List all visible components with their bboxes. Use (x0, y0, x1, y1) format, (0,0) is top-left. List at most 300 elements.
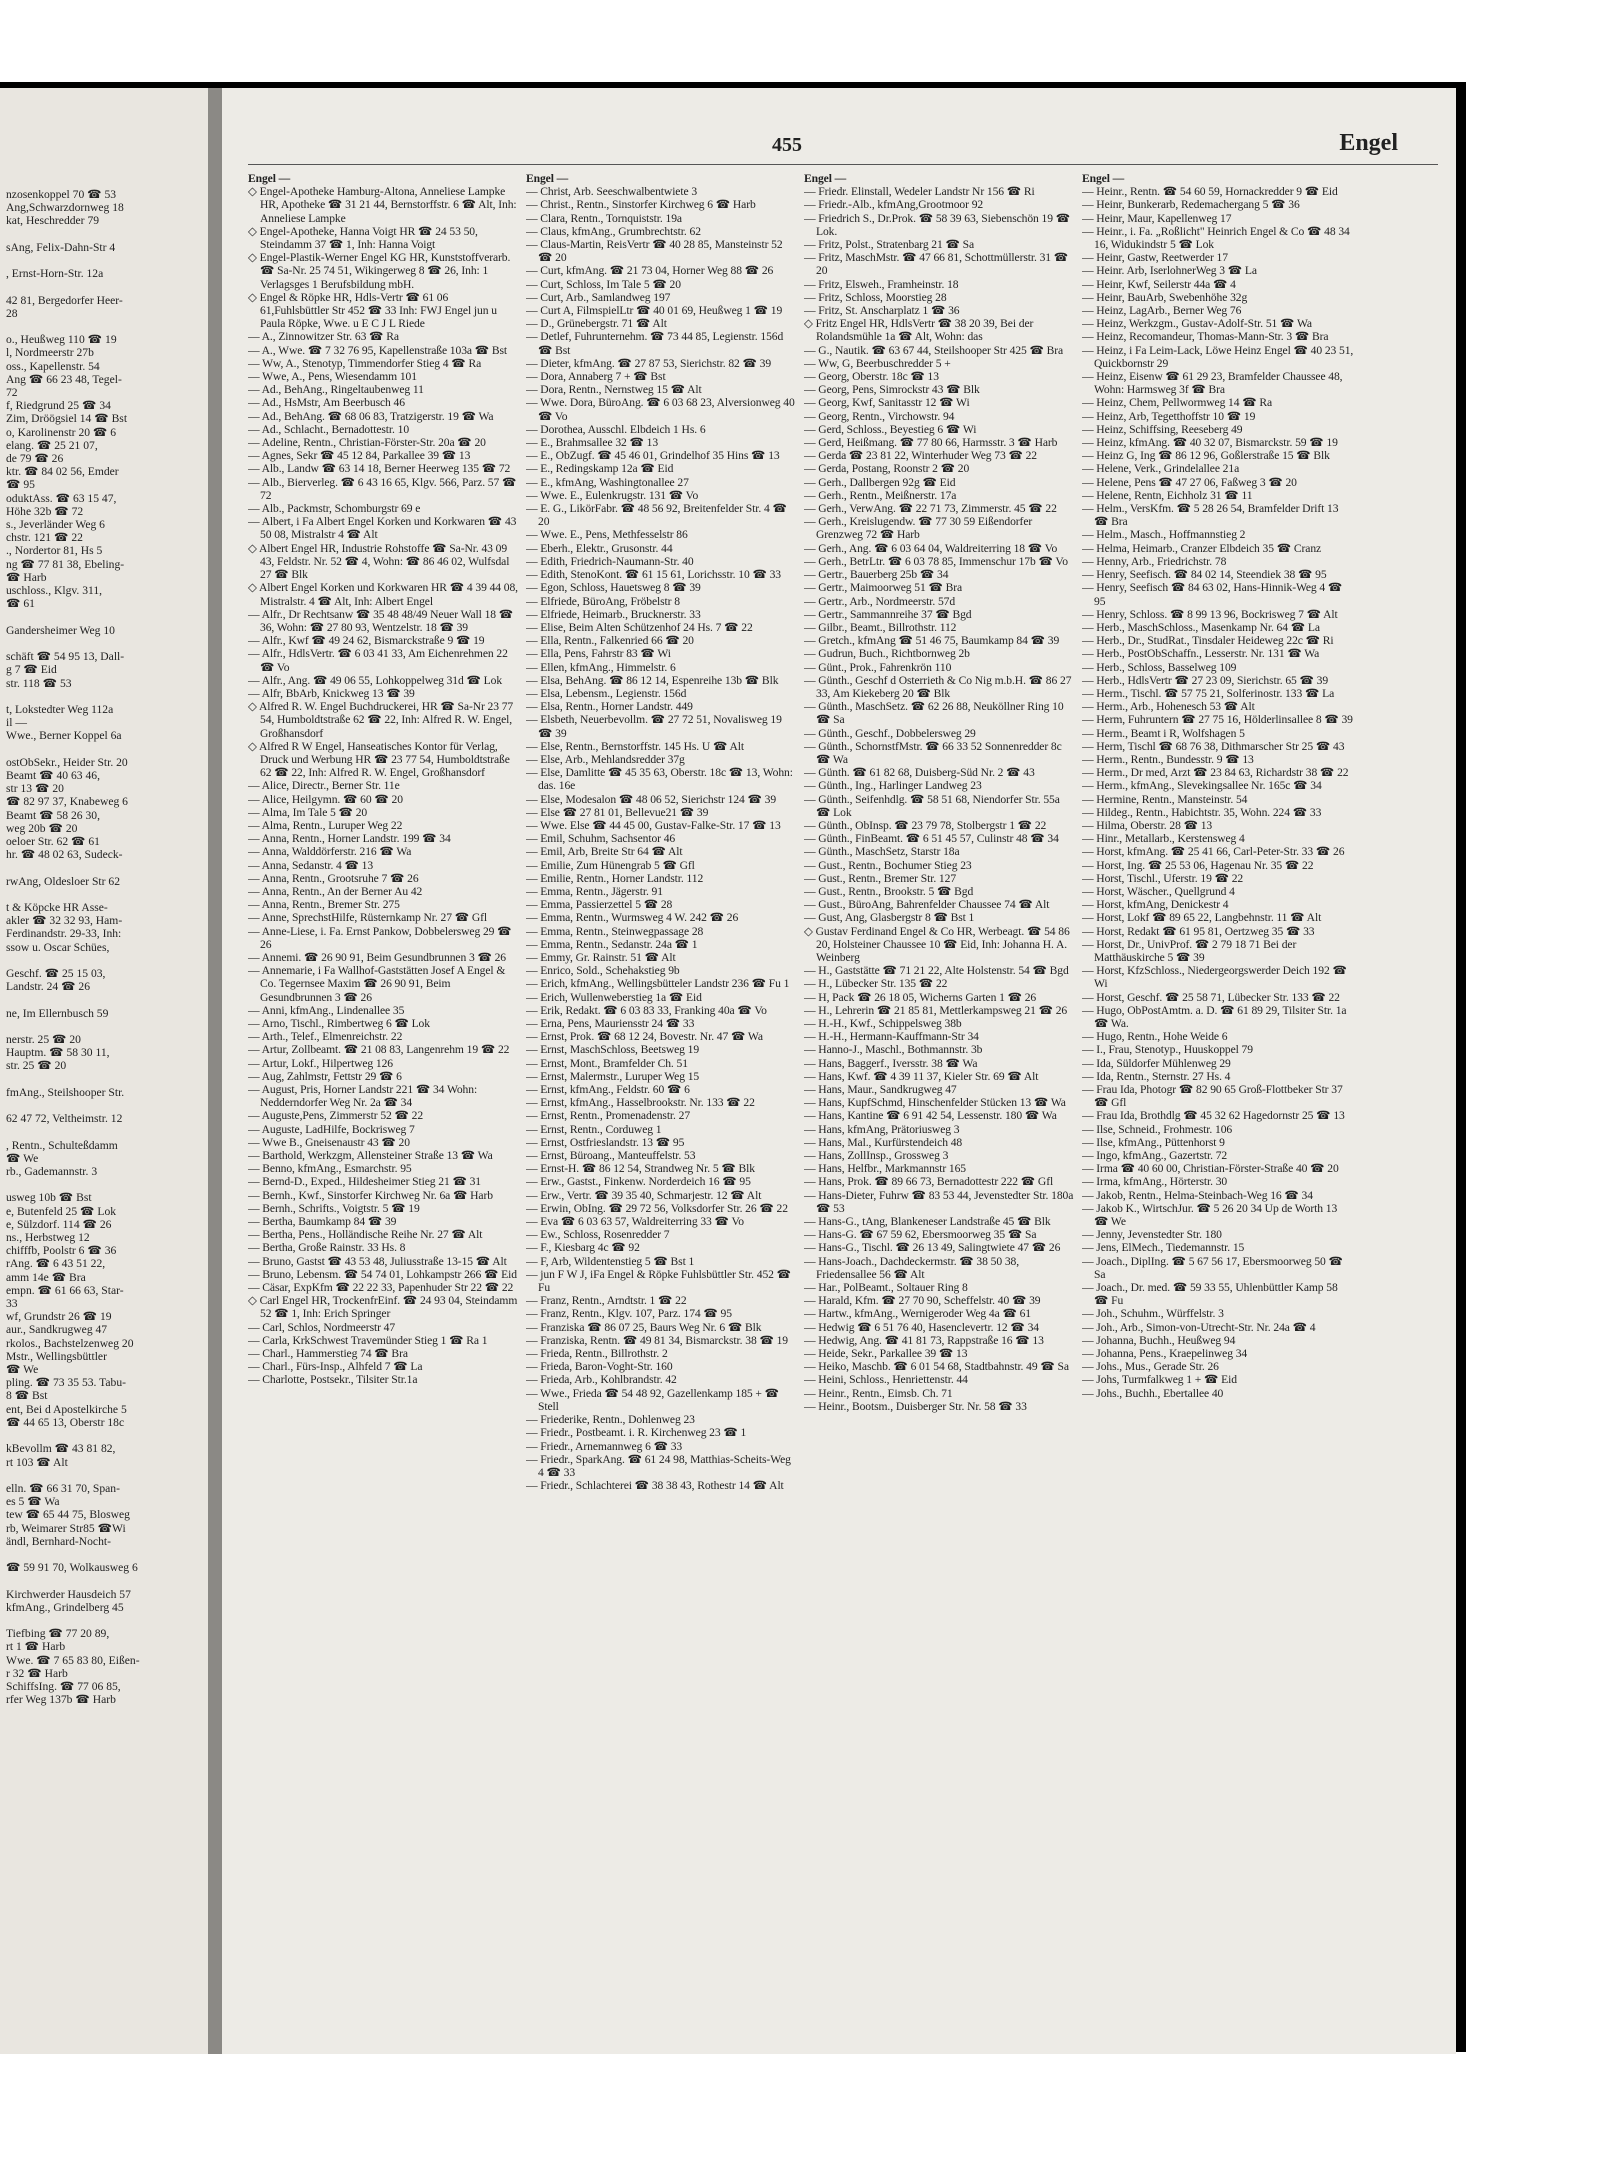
directory-entry: — Edith, Friedrich-Naumann-Str. 40 (526, 554, 694, 568)
directory-entry: — Hans-Dieter, Fuhrw ☎ 83 53 44, Jevenstedter Str. 180a ☎ 53 (804, 1188, 1074, 1215)
left-page-line: SchiffsIng. ☎ 77 06 85, (6, 1679, 121, 1693)
directory-entry: — Claus, kfmAng., Grumbrechtstr. 62 (526, 224, 701, 238)
directory-entry: — Hermine, Rentn., Mansteinstr. 54 (1082, 792, 1248, 806)
directory-entry: — Bertha, Baumkamp 84 ☎ 39 (248, 1215, 397, 1229)
left-page-line: 62 47 72, Veltheimstr. 12 (6, 1112, 123, 1126)
directory-entry: — Heinr, BauArb, Swebenhöhe 32g (1082, 290, 1248, 304)
directory-entry: — Hans, Maur., Sandkrugweg 47 (804, 1083, 957, 1097)
column-head: Engel — (804, 172, 847, 185)
directory-entry: — Hans-G., Tischl. ☎ 26 13 49, Salingtwiete 47 ☎ 26 (804, 1241, 1061, 1255)
directory-entry: — Hans, Kantine ☎ 6 91 42 54, Lessenstr. 180 ☎ Wa (804, 1109, 1057, 1123)
directory-entry: — Aug, Zahlmstr, Fettstr 29 ☎ 6 (248, 1069, 402, 1083)
directory-entry: — Hans, Mal., Kurfürstendeich 48 (804, 1135, 963, 1149)
left-page-line: Kirchwerder Hausdeich 57 (6, 1587, 131, 1601)
directory-entry: — A., Wwe. ☎ 7 32 76 95, Kapellenstraße 103a ☎ Bst (248, 343, 508, 357)
left-page-line: rwAng, Oldesloer Str 62 (6, 874, 120, 888)
directory-entry: — Anna, Walddörferstr. 216 ☎ Wa (248, 845, 412, 859)
directory-entry: — Jakob, Rentn., Helma-Steinbach-Weg 16 ☎ 34 (1082, 1188, 1313, 1202)
left-page-line: , Ernst-Horn-Str. 12a (6, 267, 104, 281)
left-page-line: ns., Herbstweg 12 (6, 1231, 90, 1245)
left-page-line: rb, Weimarer Str85 ☎Wi (6, 1521, 126, 1535)
left-page-line (6, 320, 208, 333)
directory-entry: — Ellen, kfmAng., Himmelstr. 6 (526, 660, 676, 674)
directory-entry: — Ernst, Rentn., Promenadenstr. 27 (526, 1109, 691, 1123)
directory-entry: — Gertr., Arb., Nordmeerstr. 57d (804, 594, 956, 608)
directory-entry: — Gerh., Dallbergen 92g ☎ Eid (804, 475, 956, 489)
directory-entry: — Else ☎ 27 81 01, Bellevue21 ☎ 39 (526, 805, 709, 819)
directory-entry: — Ernst, Mont., Bramfelder Ch. 51 (526, 1056, 688, 1070)
left-page-line: ng ☎ 77 81 38, Ebeling- (6, 557, 125, 571)
left-page-line: , Rentn., Schulteßdamm (6, 1138, 118, 1152)
left-page-line: rt 103 ☎ Alt (6, 1455, 68, 1469)
directory-entry: — Wwe. E., Pens, Methfesselstr 86 (526, 528, 688, 542)
directory-entry: — Frieda, Rentn., Billrothstr. 2 (526, 1347, 668, 1361)
left-page-line: rAng. ☎ 6 43 51 22, (6, 1257, 106, 1271)
left-page-line: hr. ☎ 48 02 63, Sudeck- (6, 848, 123, 862)
directory-entry: — Alfr., HdlsVertr. ☎ 6 03 41 33, Am Eichenrehmen 22 ☎ Vo (248, 647, 508, 674)
left-page-line: Landstr. 24 ☎ 26 (6, 980, 90, 994)
directory-entry: — Ida, Süldorfer Mühlenweg 29 (1082, 1056, 1231, 1070)
left-page-line (6, 861, 208, 874)
directory-entry: — Joh., Schuhm., Würffelstr. 3 (1082, 1307, 1224, 1321)
directory-entry: — Horst, Lokf ☎ 89 65 22, Langbehnstr. 11 ☎ Alt (1082, 911, 1322, 925)
directory-entry: — Ella, Pens, Fahrstr 83 ☎ Wi (526, 647, 671, 661)
left-page-column (6, 188, 208, 2038)
directory-entry: — Alfr., Ang. ☎ 49 06 55, Lohkoppelweg 31d ☎ Lok (248, 673, 503, 687)
directory-entry: — Wwe. E., Eulenkrugstr. 131 ☎ Vo (526, 488, 699, 502)
directory-entry: — Albert, i Fa Albert Engel Korken und Korkwaren ☎ 43 50 08, Mistralstr 4 ☎ Alt (248, 515, 517, 542)
directory-entry: — Helma, Heimarb., Cranzer Elbdeich 35 ☎ Cranz (1082, 541, 1322, 555)
directory-entry: — Herm., Tischl. ☎ 57 75 21, Solferinostr. 133 ☎ La (1082, 686, 1335, 700)
directory-entry: — Heinz, i Fa Leim-Lack, Löwe Heinz Engel ☎ 40 23 51, Quickbornstr 29 (1082, 343, 1354, 370)
directory-entry: — Johs, Turmfalkweg 1 + ☎ Eid (1082, 1373, 1237, 1387)
left-page-line (6, 637, 208, 650)
directory-entry: — Friedr., Schlachterei ☎ 38 38 43, Rothestr 14 ☎ Alt (526, 1479, 784, 1493)
directory-entry: — Frieda, Baron-Voght-Str. 160 (526, 1360, 673, 1374)
directory-entry: — Heinr., Rentn., Eimsb. Ch. 71 (804, 1386, 953, 1400)
directory-entry: — Bertha, Pens., Holländische Reihe Nr. 27 ☎ Alt (248, 1228, 483, 1242)
directory-entry: — Frau Ida, Brothdlg ☎ 45 32 62 Hagedornstr 25 ☎ 13 (1082, 1109, 1345, 1123)
directory-entry: — Heinr, Kwf, Seilerstr 44a ☎ 4 (1082, 277, 1236, 291)
directory-entry: — Fritz, Polst., Stratenbarg 21 ☎ Sa (804, 238, 975, 252)
directory-entry: — Ilse, Schneid., Frohmestr. 106 (1082, 1122, 1233, 1136)
left-page-line: 42 81, Bergedorfer Heer- (6, 293, 123, 307)
directory-entry: — E., ObZugf. ☎ 45 46 01, Grindelhof 35 Hins ☎ 13 (526, 449, 780, 463)
directory-entry: — Günth., Ing., Harlinger Landweg 23 (804, 779, 982, 793)
left-page-line: ☎ 59 91 70, Wolkausweg 6 (6, 1561, 138, 1575)
directory-entry: — Herm, Tischl ☎ 68 76 38, Dithmarscher Str 25 ☎ 43 (1082, 739, 1345, 753)
directory-entry: — E., Brahmsallee 32 ☎ 13 (526, 436, 659, 450)
left-page-line (6, 888, 208, 901)
directory-entry: — Charl., Fürs-Insp., Alhfeld 7 ☎ La (248, 1360, 423, 1374)
directory-entry: — D., Grünebergstr. 71 ☎ Alt (526, 317, 667, 331)
left-page-line: elln. ☎ 66 31 70, Span- (6, 1481, 120, 1495)
directory-entry: ◇ Albert Engel HR, Industrie Rohstoffe ☎ Sa-Nr. 43 09 43, Feldstr. Nr. 52 ☎ 4, Wohn: ☎ 86 46 02, Wulfsdal 27 ☎ Blk (248, 541, 510, 582)
directory-column-2 (526, 172, 798, 2034)
column-head: Engel — (526, 172, 569, 185)
left-page-line: chifffb, Poolstr 6 ☎ 36 (6, 1244, 117, 1258)
left-page-line: nzosenkoppel 70 ☎ 53 (6, 188, 117, 201)
left-page-fragment (0, 88, 208, 2054)
directory-entry: — Wwe. Else ☎ 44 45 00, Gustav-Falke-Str. 17 ☎ 13 (526, 818, 781, 832)
directory-entry: — Horst, KfzSchloss., Niedergeorgswerder Deich 192 ☎ Wi (1082, 964, 1347, 991)
directory-entry: — Anne-Liese, i. Fa. Ernst Pankow, Dobbelersweg 29 ☎ 26 (248, 924, 512, 951)
directory-entry: — Friedr., Arnemannweg 6 ☎ 33 (526, 1439, 683, 1453)
directory-entry: — Anne, SprechstHilfe, Rüsternkamp Nr. 27 ☎ Gfl (248, 911, 488, 925)
directory-entry: — H., Lübecker Str. 135 ☎ 22 (804, 977, 948, 991)
directory-entry: — Claus-Martin, ReisVertr ☎ 40 28 85, Mansteinstr 52 ☎ 20 (526, 238, 783, 265)
directory-entry: — Friederike, Rentn., Dohlenweg 23 (526, 1413, 695, 1427)
directory-entry: — Herb., Schloss, Basselweg 109 (1082, 660, 1237, 674)
directory-entry: — Jens, ElMech., Tiedemannstr. 15 (1082, 1241, 1245, 1255)
running-head: Engel (1339, 130, 1398, 156)
directory-entry: — Hans, Helfbr., Markmannstr 165 (804, 1162, 966, 1176)
directory-entry: — Gretch., kfmAng ☎ 51 46 75, Baumkamp 84 ☎ 39 (804, 634, 1060, 648)
directory-entry: — Curt, Arb., Samlandweg 197 (526, 290, 671, 304)
directory-entry: — Curt, kfmAng. ☎ 21 73 04, Horner Weg 88 ☎ 26 (526, 264, 774, 278)
directory-entry: — Gertr., Maimoorweg 51 ☎ Bra (804, 581, 963, 595)
directory-entry: — Emil, Arb, Breite Str 64 ☎ Alt (526, 845, 683, 859)
directory-entry: — H, Pack ☎ 26 18 05, Wicherns Garten 1 ☎ 26 (804, 990, 1037, 1004)
left-page-line: elang. ☎ 25 21 07, (6, 438, 98, 452)
directory-entry: — Jenny, Jevenstedter Str. 180 (1082, 1228, 1222, 1242)
directory-entry: — Carl, Schlos, Nordmeerstr 47 (248, 1320, 396, 1334)
directory-entry: — Günth., MaschSetz. ☎ 62 26 88, Neuköllner Ring 10 ☎ Sa (804, 700, 1064, 727)
directory-entry: — Heinr., i. Fa. „Roßlicht" Heinrich Engel & Co ☎ 48 34 16, Widukindstr 5 ☎ Lok (1082, 224, 1350, 252)
directory-entry: — Günth., FinBeamt. ☎ 6 51 45 57, Culinstr 48 ☎ 34 (804, 832, 1059, 846)
directory-entry: — Irma ☎ 40 60 00, Christian-Förster-Straße 40 ☎ 20 (1082, 1162, 1339, 1176)
directory-entry: — Adeline, Rentn., Christian-Förster-Str. 20a ☎ 20 (248, 436, 486, 450)
left-page-line: il — (6, 716, 27, 730)
left-page-line: str 13 ☎ 20 (6, 782, 64, 796)
column-head: Engel — (248, 172, 291, 185)
directory-entry: — Alice, Heilgymn. ☎ 60 ☎ 20 (248, 792, 403, 806)
directory-entry: — Franziska ☎ 86 07 25, Baurs Weg Nr. 6 ☎ Blk (526, 1320, 762, 1334)
directory-entry: — Heinz, LagArb., Berner Weg 76 (1082, 304, 1242, 318)
directory-entry: — Gerda ☎ 23 81 22, Winterhuder Weg 73 ☎ 22 (804, 449, 1038, 463)
directory-entry: — Franziska, Rentn. ☎ 49 81 34, Bismarckstr. 38 ☎ 19 (526, 1333, 788, 1347)
directory-entry: — Horst, Ing. ☎ 25 53 06, Hagenau Nr. 35 ☎ 22 (1082, 858, 1314, 872)
directory-entry: — Heinz, Arb, Tegetthoffstr 10 ☎ 19 (1082, 409, 1256, 423)
left-page-line: f, Riedgrund 25 ☎ 34 (6, 399, 111, 413)
left-page-line: ☎ 82 97 37, Knabeweg 6 (6, 795, 128, 809)
directory-entry: — Auguste, LadHilfe, Bockrisweg 7 (248, 1122, 415, 1136)
directory-entry: — Anna, Rentn., Grootsruhe 7 ☎ 26 (248, 871, 419, 885)
left-page-line: chstr. 121 ☎ 22 (6, 531, 83, 545)
directory-entry: — Irma, kfmAng., Hörterstr. 30 (1082, 1175, 1228, 1189)
directory-entry: — E. G., LikörFabr. ☎ 48 56 92, Breitenfelder Str. 4 ☎ 20 (526, 502, 787, 529)
left-page-line: ändl, Bernhard-Nocht- (6, 1534, 111, 1548)
directory-entry: ◇ Fritz Engel HR, HdlsVertr ☎ 38 20 39, Bei der Rolandsmühle 1a ☎ Alt, Wohn: das (804, 317, 1034, 344)
directory-entry: — Hedwig, Ang. ☎ 41 81 73, Rappstraße 16 ☎ 13 (804, 1333, 1044, 1347)
directory-entry: — Ernst, kfmAng., Feldstr. 60 ☎ 6 (526, 1083, 690, 1097)
directory-entry: — Fritz, St. Anscharplatz 1 ☎ 36 (804, 304, 960, 318)
directory-entry: — Franz, Rentn., Arndtstr. 1 ☎ 22 (526, 1294, 687, 1308)
directory-entry: — Heini, Schloss., Henriettenstr. 44 (804, 1373, 968, 1387)
directory-entry: — Artur, Zollbeamt. ☎ 21 08 83, Langenrehm 19 ☎ 22 (248, 1043, 510, 1057)
directory-entry: — August, Pris, Horner Landstr 221 ☎ 34 Wohn: Nedderndorfer Weg Nr. 2a ☎ 34 (248, 1083, 478, 1110)
directory-entry: — Dora, Rentn., Nernstweg 15 ☎ Alt (526, 383, 702, 397)
directory-entry: — Ernst, kfmAng., Hasselbrookstr. Nr. 133 ☎ 22 (526, 1096, 755, 1110)
directory-entry: — Georg, Pens, Simrockstr 43 ☎ Blk (804, 383, 980, 397)
directory-entry: — Gertr., Bauerberg 25b ☎ 34 (804, 568, 949, 582)
directory-entry: — Dora, Annaberg 7 + ☎ Bst (526, 370, 666, 384)
directory-entry: — Johs., Mus., Gerade Str. 26 (1082, 1360, 1219, 1374)
directory-entry: — Günth., Geschf d Osterrieth & Co Nig m.b.H. ☎ 86 27 33, Am Kiekeberg 20 ☎ Blk (804, 673, 1072, 700)
left-page-line (6, 954, 208, 967)
directory-entry: — Günt., Prok., Fahrenkrön 110 (804, 660, 952, 674)
directory-entry: — Wwe. Dora, BüroAng. ☎ 6 03 68 23, Alversionweg 40 ☎ Vo (526, 396, 795, 423)
directory-entry: — Gerh., VerwAng. ☎ 22 71 73, Zimmerstr. 45 ☎ 22 (804, 502, 1057, 516)
left-page-line: weg 20b ☎ 20 (6, 821, 78, 835)
left-page-line (6, 1178, 208, 1191)
directory-page (222, 88, 1456, 2054)
left-page-line: de 79 ☎ 26 (6, 452, 64, 466)
left-page-line: Beamt ☎ 40 63 46, (6, 768, 100, 782)
directory-entry: — Erna, Pens, Mauriensstr 24 ☎ 33 (526, 1017, 695, 1030)
directory-entry: — Alfr., Kwf ☎ 49 24 62, Bismarckstraße 9 ☎ 19 (248, 634, 485, 648)
directory-entry: — Frau Ida, Photogr ☎ 82 90 65 Groß-Flottbeker Str 37 ☎ Gfl (1082, 1083, 1343, 1110)
directory-entry: — Friedr. Elinstall, Wedeler Landstr Nr 156 ☎ Ri (804, 185, 1035, 199)
left-page-line: ne, Im Ellernbusch 59 (6, 1006, 109, 1020)
directory-entry: — Barthold, Werkzgm, Allensteiner Straße 13 ☎ Wa (248, 1149, 493, 1163)
directory-entry: — Herb., Dr., StudRat., Tinsdaler Heideweg 22c ☎ Ri (1082, 634, 1334, 648)
directory-entry: — Elsa, BehAng. ☎ 86 12 14, Espenreihe 13b ☎ Blk (526, 673, 779, 687)
directory-entry: — E., kfmAng, Washingtonallee 27 (526, 475, 689, 489)
directory-entry: — Auguste,Pens, Zimmerstr 52 ☎ 22 (248, 1109, 424, 1123)
directory-entry: — Bernd-D., Exped., Hildesheimer Stieg 21 ☎ 31 (248, 1175, 481, 1189)
directory-entry: — Bertha, Große Rainstr. 33 Hs. 8 (248, 1241, 406, 1255)
left-page-line: uschloss., Klgv. 311, (6, 584, 103, 598)
left-page-line: ☎ 61 (6, 597, 35, 611)
directory-entry: — Ad., HsMstr, Am Beerbusch 46 (248, 396, 405, 410)
directory-entry: — Heinz, Recomandeur, Thomas-Mann-Str. 3 ☎ Bra (1082, 330, 1329, 344)
directory-entry: — Heinz G, Ing ☎ 86 12 96, Goßlerstraße 15 ☎ Blk (1082, 449, 1330, 463)
left-page-line: ☎ 44 65 13, Oberstr 18c (6, 1415, 125, 1429)
directory-entry: ◇ Alfred R. W. Engel Buchdruckerei, HR ☎ Sa-Nr 23 77 54, Humboldtstraße 62 ☎ 22, Inh: Alfred R. W. Engel, Großhansdorf (248, 700, 514, 740)
left-page-line: e, Sülzdorf. 114 ☎ 26 (6, 1217, 112, 1231)
directory-entry: — Helene, Verk., Grindelallee 21a (1082, 462, 1240, 476)
directory-entry: — Günth., ObInsp. ☎ 23 79 78, Stolbergstr 1 ☎ 22 (804, 818, 1047, 832)
directory-entry: — Ernst, Prok. ☎ 68 12 24, Bovestr. Nr. 47 ☎ Wa (526, 1030, 763, 1044)
left-page-line: es 5 ☎ Wa (6, 1495, 60, 1509)
directory-entry: — Ingo, kfmAng., Gazertstr. 72 (1082, 1149, 1228, 1163)
directory-entry: — Joach., DiplIng. ☎ 5 67 56 17, Ebersmoorweg 50 ☎ Sa (1082, 1254, 1343, 1281)
directory-entry: — Emilie, Rentn., Horner Landstr. 112 (526, 871, 704, 885)
directory-entry: — Hugo, Rentn., Hohe Weide 6 (1082, 1030, 1228, 1044)
directory-column-4 (1082, 172, 1354, 2034)
directory-entry: — Gertr., Sammannreihe 37 ☎ Bgd (804, 607, 972, 621)
left-page-line (6, 1020, 208, 1033)
directory-entry: — Elsa, Rentn., Horner Landstr. 449 (526, 700, 693, 714)
directory-entry: — F, Arb, Wildentenstieg 5 ☎ Bst 1 (526, 1254, 695, 1268)
directory-entry: — Hugo, ObPostAmtm. a. D. ☎ 61 89 29, Tilsiter Str. 1a ☎ Wa. (1082, 1003, 1347, 1030)
left-page-line: o., Heußweg 110 ☎ 19 (6, 333, 117, 347)
directory-entry: — Hedwig ☎ 6 51 76 40, Hasenclevertr. 12 ☎ 34 (804, 1320, 1039, 1334)
directory-entry: — Georg, Oberstr. 18c ☎ 13 (804, 370, 939, 384)
left-page-line: oss., Kapellenstr. 54 (6, 359, 100, 373)
directory-entry: ◇ Engel-Plastik-Werner Engel KG HR, Kunststoffverarb. ☎ Sa-Nr. 25 74 51, Wikingerweg 8 ☎ 26, Inh: 1 Verlagsges 1 Berufsbildung mbH. (248, 251, 511, 291)
left-page-line: aur., Sandkrugweg 47 (6, 1323, 108, 1337)
directory-entry: — Herm., Beamt i R, Wolfshagen 5 (1082, 726, 1245, 740)
left-page-line (6, 280, 208, 293)
left-page-line: amm 14e ☎ Bra (6, 1270, 86, 1284)
left-page-line (6, 1073, 208, 1086)
left-page-line: 72 (6, 386, 18, 400)
left-page-line: Beamt ☎ 58 26 30, (6, 808, 100, 822)
directory-entry: — Else, Arb., Mehlandsredder 37g (526, 752, 685, 766)
directory-entry: — Alb., Bierverleg. ☎ 6 43 16 65, Klgv. 566, Parz. 57 ☎ 72 (248, 475, 517, 502)
left-page-line: kat, Heschredder 79 (6, 214, 100, 228)
directory-entry: — Ernst-H. ☎ 86 12 54, Strandweg Nr. 5 ☎ Blk (526, 1162, 755, 1176)
directory-entry: — Hartw., kfmAng., Wernigeroder Weg 4a ☎ 61 (804, 1307, 1031, 1321)
directory-entry: — Elsa, Lebensm., Legienstr. 156d (526, 686, 687, 700)
left-page-line: tew ☎ 65 44 75, Blosweg (6, 1508, 130, 1522)
left-page-line: Ang ☎ 66 23 48, Tegel- (6, 372, 122, 386)
directory-entry: — Herm., kfmAng., Slevekingsallee Nr. 165c ☎ 34 (1082, 779, 1322, 793)
directory-entry: — Helm., Masch., Hoffmannstieg 2 (1082, 528, 1246, 542)
left-page-line: t, Lokstedter Weg 112a (6, 702, 114, 716)
directory-entry: — Günth., SchornstfMstr. ☎ 66 33 52 Sonnenredder 8c ☎ Wa (804, 739, 1062, 766)
directory-entry: — Gerd, Schloss., Beyestieg 6 ☎ Wi (804, 422, 977, 436)
left-page-line: usweg 10b ☎ Bst (6, 1191, 92, 1205)
directory-entry: — Gilbr., Beamt., Billrothstr. 112 (804, 620, 957, 634)
directory-entry: — Christ, Arb. Seeschwalbentwiete 3 (526, 185, 698, 199)
left-page-line: Ang,Schwarzdornweg 18 (6, 201, 124, 215)
left-page-line: Wwe. ☎ 7 65 83 80, Eißen- (6, 1653, 140, 1667)
directory-entry: — Elise, Beim Alten Schützenhof 24 Hs. 7 ☎ 22 (526, 620, 753, 634)
left-page-line: ostObSekr., Heider Str. 20 (6, 755, 128, 769)
directory-entry: — Else, Modesalon ☎ 48 06 52, Sierichstr 124 ☎ 39 (526, 792, 777, 806)
directory-entry: — Ad., Schlacht., Bernadottestr. 10 (248, 422, 410, 436)
left-page-line: Tiefbing ☎ 77 20 89, (6, 1627, 110, 1641)
directory-entry: — Herm., Arb., Hohenesch 53 ☎ Alt (1082, 700, 1255, 714)
left-page-line: ent, Bei d Apostelkirche 5 (6, 1402, 127, 1416)
left-page-line (6, 1574, 208, 1587)
directory-entry: — Gudrun, Buch., Richtbornweg 2b (804, 647, 970, 661)
directory-entry: — Benno, kfmAng., Esmarchstr. 95 (248, 1162, 412, 1176)
directory-entry: — Anna, Sedanstr. 4 ☎ 13 (248, 858, 374, 872)
left-page-line: pling. ☎ 73 35 53. Tabu- (6, 1376, 127, 1390)
directory-entry: — Franz, Rentn., Klgv. 107, Parz. 174 ☎ 95 (526, 1307, 732, 1321)
directory-entry: — Anna, Rentn., Bremer Str. 275 (248, 898, 400, 912)
directory-entry: — Hans, Prok. ☎ 89 66 73, Bernadottestr 222 ☎ Gfl (804, 1175, 1054, 1189)
directory-entry: — Horst, kfmAng. ☎ 25 41 66, Carl-Peter-Str. 33 ☎ 26 (1082, 845, 1345, 859)
left-page-line: ☎ We (6, 1363, 39, 1377)
directory-entry: ◇ Albert Engel Korken und Korkwaren HR ☎ 4 39 44 08, Mistralstr. 4 ☎ Alt, Inh: Albert Engel (248, 581, 518, 608)
directory-entry: — Edith, StenoKont. ☎ 61 15 61, Lorichsstr. 10 ☎ 33 (526, 568, 782, 582)
directory-entry: — Anni, kfmAng., Lindenallee 35 (248, 1003, 405, 1017)
directory-entry: — Charl., Hammerstieg 74 ☎ Bra (248, 1347, 408, 1361)
left-page-line: sAng, Felix-Dahn-Str 4 (6, 240, 116, 254)
directory-entry: — Heinr. Arb, IserlohnerWeg 3 ☎ La (1082, 264, 1257, 278)
left-page-line: e, Butenfeld 25 ☎ Lok (6, 1204, 117, 1218)
directory-entry: — Erich, kfmAng., Wellingsbütteler Landstr 236 ☎ Fu 1 (526, 977, 790, 991)
directory-entry: — Heinr., Bootsm., Duisberger Str. Nr. 58 ☎ 33 (804, 1399, 1027, 1413)
directory-entry: — Helene, Rentn, Eichholz 31 ☎ 11 (1082, 488, 1253, 502)
directory-entry: — Arth., Telef., Elmenreichstr. 22 (248, 1030, 403, 1044)
directory-column-3 (804, 172, 1076, 2034)
book-gutter (208, 88, 222, 2054)
directory-entry: — Curt A, FilmspielLtr ☎ 40 01 69, Heußweg 1 ☎ 19 (526, 304, 783, 318)
directory-entry: — Helm., VersKfm. ☎ 5 28 26 54, Bramfelder Drift 13 ☎ Bra (1082, 502, 1339, 529)
left-page-line: oduktAss. ☎ 63 15 47, (6, 491, 117, 505)
left-page-line: o, Karolinenstr 20 ☎ 6 (6, 425, 117, 439)
directory-entry: — Erik, Redakt. ☎ 6 03 83 33, Franking 40a ☎ Vo (526, 1003, 767, 1017)
directory-entry: — Ernst, Büroang., Manteuffelstr. 53 (526, 1149, 696, 1163)
left-page-line (6, 993, 208, 1006)
directory-entry: — Georg, Kwf, Sanitasstr 12 ☎ Wi (804, 396, 970, 410)
directory-entry: — Alice, Directr., Berner Str. 11e (248, 779, 400, 793)
directory-entry: — Emma, Rentn., Sedanstr. 24a ☎ 1 (526, 937, 698, 951)
directory-entry: — Friedrich S., Dr.Prok. ☎ 58 39 63, Siebenschön 19 ☎ Lok. (804, 211, 1071, 238)
directory-entry: — F., Kiesbarg 4c ☎ 92 (526, 1241, 640, 1255)
directory-entry: — H., Lehrerin ☎ 21 85 81, Mettlerkampsweg 21 ☎ 26 (804, 1003, 1068, 1017)
left-page-line: 8 ☎ Bst (6, 1389, 48, 1403)
directory-entry: ◇ Alfred R W Engel, Hanseatisches Kontor für Verlag, Druck und Werbung HR ☎ 23 77 54, Humboldtstraße 62 ☎ 22, Inh: Alfred R. W. Engel, Großhansdorf (248, 739, 510, 780)
directory-entry: — Heinz, Werkzgm., Gustav-Adolf-Str. 51 ☎ Wa (1082, 317, 1312, 331)
left-page-line: wf, Grundstr 26 ☎ 19 (6, 1310, 112, 1324)
directory-entry: — Anna, Rentn., An der Berner Au 42 (248, 884, 423, 898)
directory-entry: — Emma, Rentn., Jägerstr. 91 (526, 884, 663, 898)
left-page-line: Wwe., Berner Koppel 6a (6, 729, 122, 743)
directory-entry: — Heiko, Maschb. ☎ 6 01 54 68, Stadtbahnstr. 49 ☎ Sa (804, 1360, 1069, 1374)
directory-entry: — Hans-Joach., Dachdeckermstr. ☎ 38 50 38, Friedensallee 56 ☎ Alt (804, 1254, 1020, 1281)
left-page-line: Ferdinandstr. 29-33, Inh: (6, 927, 122, 941)
directory-entry: — Eberh., Elektr., Grusonstr. 44 (526, 541, 673, 555)
left-page-line: kBevollm ☎ 43 81 82, (6, 1442, 116, 1456)
directory-entry: — H.-H., Hermann-Kauffmann-Str 34 (804, 1030, 979, 1044)
directory-entry: — Ww, G, Beerbuschredder 5 + (804, 356, 951, 370)
directory-entry: — Alb., Landw ☎ 63 14 18, Berner Heerweg 135 ☎ 72 (248, 462, 511, 476)
directory-entry: — Heinz, kfmAng. ☎ 40 32 07, Bismarckstr. 59 ☎ 19 (1082, 436, 1338, 450)
directory-entry: — Ida, Rentn., Sternstr. 27 Hs. 4 (1082, 1069, 1231, 1083)
directory-entry: — Günth., MaschSetz, Starstr 18a (804, 845, 960, 859)
directory-entry: — Wwe., Frieda ☎ 54 48 92, Gazellenkamp 185 + ☎ Stell (526, 1386, 779, 1413)
left-page-line: t & Köpcke HR Asse- (6, 900, 108, 914)
directory-entry: — Hans, kfmAng, Prätoriusweg 3 (804, 1122, 960, 1136)
directory-entry: — Henry, Seefisch ☎ 84 63 02, Hans-Hinnik-Weg 4 ☎ 95 (1082, 581, 1343, 608)
directory-entry: — Herb., MaschSchloss., Masenkamp Nr. 64 ☎ La (1082, 620, 1320, 634)
directory-entry: — Horst, Tischl., Uferstr. 19 ☎ 22 (1082, 871, 1244, 885)
directory-entry: — Horst, Geschf. ☎ 25 58 71, Lübecker Str. 133 ☎ 22 (1082, 990, 1340, 1004)
directory-entry: — Emma, Rentn., Wurmsweg 4 W. 242 ☎ 26 (526, 911, 739, 925)
left-page-line: 33 (6, 1297, 18, 1311)
left-page-line: fmAng., Steilshooper Str. (6, 1085, 125, 1099)
directory-entry: — Frieda, Arb., Kohlbrandstr. 42 (526, 1373, 677, 1387)
directory-entry: — Annemarie, i Fa Wallhof-Gaststätten Josef A Engel & Co. Tegernsee Maxim ☎ 26 90 91, Beim Gesundbrunnen 3 ☎ 26 (248, 964, 506, 1004)
directory-entry: — Horst, Redakt ☎ 61 95 81, Oertzweg 35 ☎ 33 (1082, 924, 1315, 938)
directory-entry: — Heinr, Maur, Kapellenweg 17 (1082, 211, 1232, 225)
left-page-line (6, 254, 208, 267)
page-number: 455 (772, 134, 802, 156)
left-page-line: ☎ We (6, 1151, 39, 1165)
directory-entry: — Harald, Kfm. ☎ 27 70 90, Scheffelstr. 40 ☎ 39 (804, 1294, 1041, 1308)
directory-entry: — Johanna, Buchh., Heußweg 94 (1082, 1333, 1236, 1347)
directory-entry: — Emma, Rentn., Steinwegpassage 28 (526, 924, 704, 938)
left-page-line: l, Nordmeerstr 27b (6, 346, 94, 360)
directory-entry: — Wwe B., Gneisenaustr 43 ☎ 20 (248, 1135, 410, 1149)
directory-entry: — Henry, Schloss. ☎ 8 99 13 96, Bockrisweg 7 ☎ Alt (1082, 607, 1338, 621)
directory-entry: — Alma, Im Tale 5 ☎ 20 (248, 805, 368, 819)
directory-entry: — G., Nautik. ☎ 63 67 44, Steilshooper Str 425 ☎ Bra (804, 343, 1064, 357)
directory-entry: — Erw., Gastst., Finkenw. Norderdeich 16 ☎ 95 (526, 1175, 751, 1189)
directory-entry: — Ww, A., Stenotyp, Timmendorfer Stieg 4 ☎ Ra (248, 356, 482, 370)
directory-entry: — Gust., BüroAng, Bahrenfelder Chaussee 74 ☎ Alt (804, 898, 1050, 912)
directory-entry: — Clara, Rentn., Tornquiststr. 19a (526, 211, 682, 225)
directory-entry: — Joh., Arb., Simon-von-Utrecht-Str. Nr. 24a ☎ 4 (1082, 1320, 1316, 1334)
left-page-line: rt 1 ☎ Harb (6, 1640, 66, 1654)
